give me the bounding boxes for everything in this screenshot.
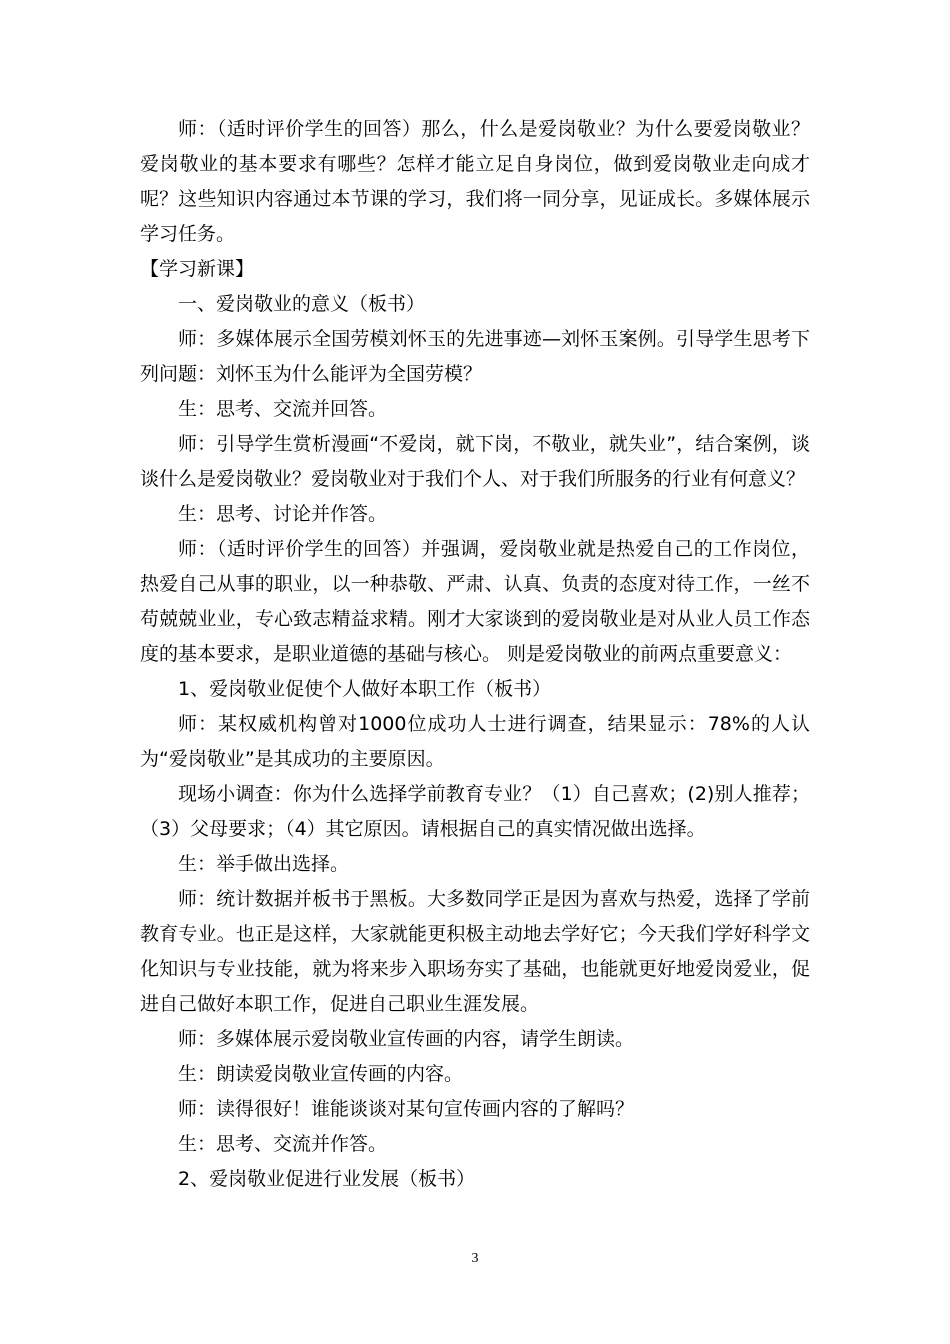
subsection-heading: 2、爱岗敬业促进行业发展（板书）: [178, 1168, 476, 1190]
paragraph: 师：某权威机构曾对1000位成功人士进行调查，结果显示：78%的人认为“爱岗敬业”是其成功的主要原因。: [140, 713, 810, 770]
paragraph: 生：思考、讨论并作答。: [178, 503, 388, 525]
paragraph: 师：多媒体展示爱岗敬业宣传画的内容，请学生朗读。: [178, 1028, 635, 1050]
paragraph: 师：引导学生赏析漫画“不爱岗，就下岗，不敬业，就失业”，结合案例，谈谈什么是爱岗敬业？爱岗敬业对于我们个人、对于我们所服务的行业有何意义？: [140, 433, 810, 490]
paragraph: 生：举手做出选择。: [178, 853, 350, 875]
page-number: 3: [471, 1251, 479, 1266]
paragraph: 师：多媒体展示全国劳模刘怀玉的先进事迹—刘怀玉案例。引导学生思考下列问题：刘怀玉为什么能评为全国劳模？: [140, 328, 810, 385]
section-heading: 【学习新课】: [140, 258, 255, 280]
document-body: [140, 112, 810, 1197]
subsection-heading: 一、爱岗敬业的意义（板书）: [178, 293, 426, 315]
paragraph: 师：读得很好！谁能谈谈对某句宣传画内容的了解吗？: [178, 1098, 635, 1120]
paragraph: 生：朗读爱岗敬业宣传画的内容。: [178, 1063, 464, 1085]
paragraph: 师：（适时评价学生的回答）那么，什么是爱岗敬业？为什么要爱岗敬业？爱岗敬业的基本要求有哪些？怎样才能立足自身岗位，做到爱岗敬业走向成才呢？这些知识内容通过本节课的学习，我们将一同分享，见证成长。多媒体展示学习任务。: [140, 118, 810, 245]
paragraph: 生：思考、交流并作答。: [178, 1133, 388, 1155]
paragraph: 现场小调查：你为什么选择学前教育专业？（1）自己喜欢；(2)别人推荐；（3）父母要求；（4）其它原因。请根据自己的真实情况做出选择。: [140, 783, 810, 840]
paragraph: 师：（适时评价学生的回答）并强调，爱岗敬业就是热爱自己的工作岗位，热爱自己从事的职业，以一种恭敬、严肃、认真、负责的态度对待工作，一丝不苟兢兢业业，专心致志精益求精。刚才大家谈到的爱岗敬业是对从业人员工作态度的基本要求，是职业道德的基础与核心。 则是爱岗敬业的前两点重要意义：: [140, 538, 810, 665]
subsection-heading: 1、爱岗敬业促使个人做好本职工作（板书）: [178, 678, 552, 700]
paragraph: 师：统计数据并板书于黑板。大多数同学正是因为喜欢与热爱，选择了学前教育专业。也正是这样，大家就能更积极主动地去学好它；今天我们学好科学文化知识与专业技能，就为将来步入职场夯实了基础，也能就更好地爱岗爱业，促进自己做好本职工作，促进自己职业生涯发展。: [140, 888, 810, 1015]
paragraph: 生：思考、交流并回答。: [178, 398, 388, 420]
